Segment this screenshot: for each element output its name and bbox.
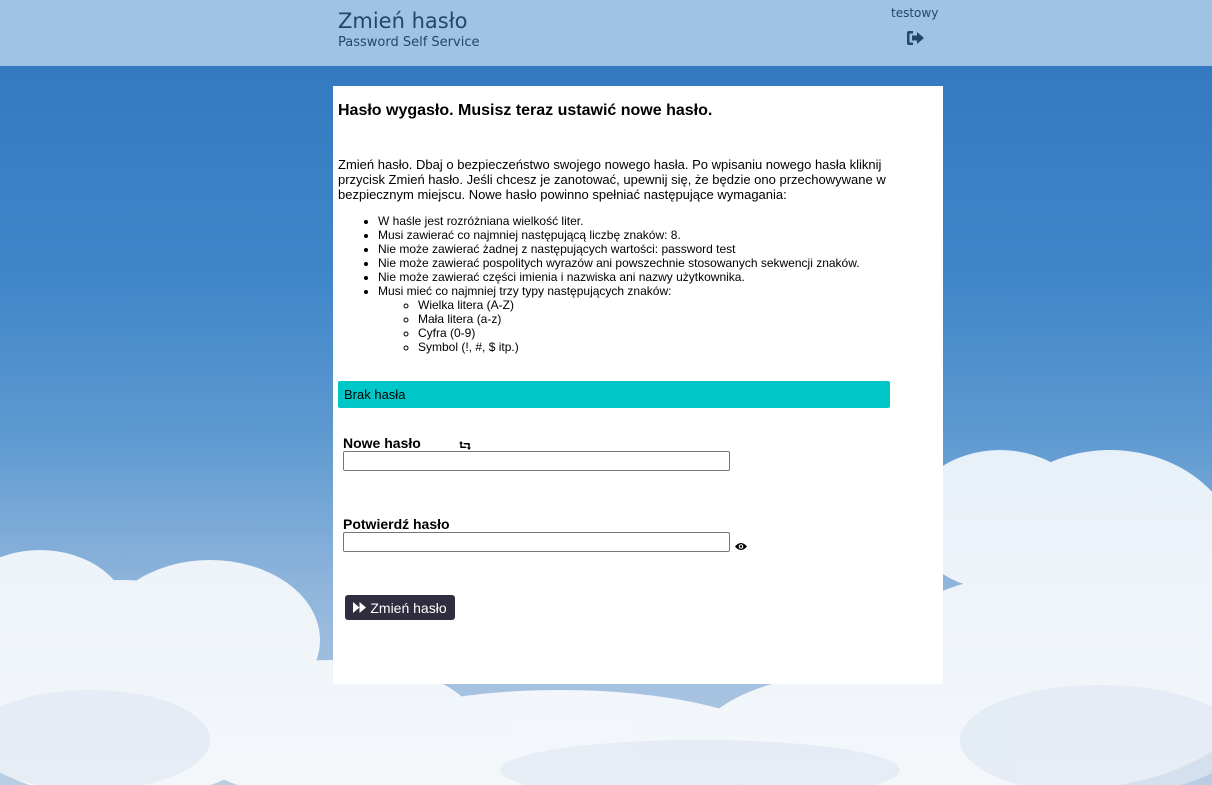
char-type-item: ◦ Symbol (!, #, $ itp.) bbox=[418, 340, 860, 354]
intro-text: Zmień hasło. Dbaj o bezpieczeństwo swojego nowego hasła. Po wpisaniu nowego hasła kliknij przycisk Zmień hasło. Jeśli chcesz je zanotować, upewnij się, że będzie ono przechowywane w bezpiecznym miejscu. Nowe hasło powinno spełniać następujące wymagania: bbox=[338, 157, 886, 202]
change-password-panel bbox=[333, 86, 943, 684]
fast-forward-icon bbox=[353, 602, 366, 613]
confirm-password-input[interactable] bbox=[343, 532, 730, 552]
app-subtitle: Password Self Service bbox=[338, 35, 480, 50]
new-password-label: Nowe hasło bbox=[343, 435, 421, 451]
char-type-item: ◦ Cyfra (0-9) bbox=[418, 326, 860, 340]
requirements-list bbox=[338, 214, 860, 354]
change-password-button[interactable] bbox=[345, 595, 455, 620]
expired-heading: Hasło wygasło. Musisz teraz ustawić nowe hasło. bbox=[338, 102, 713, 119]
change-password-button-label: Zmień hasło bbox=[370, 599, 447, 616]
requirement-item: • W haśle jest rozróżniana wielkość liter. bbox=[378, 214, 860, 228]
requirement-item: • Musi zawierać co najmniej następującą liczbę znaków: 8. bbox=[378, 228, 860, 242]
requirement-text: Musi mieć co najmniej trzy typy następujących znaków: bbox=[378, 284, 672, 298]
sign-out-icon[interactable] bbox=[906, 29, 926, 47]
eye-icon[interactable] bbox=[735, 538, 747, 547]
requirement-item: • Nie może zawierać części imienia i nazwiska ani nazwy użytkownika. bbox=[378, 270, 860, 284]
requirement-item-char-types bbox=[378, 284, 860, 354]
username-label: testowy bbox=[891, 6, 939, 20]
retweet-icon[interactable] bbox=[459, 438, 471, 449]
confirm-password-label: Potwierdź hasło bbox=[343, 516, 450, 532]
requirement-item: • Nie może zawierać żadnej z następujących wartości: password test bbox=[378, 242, 860, 256]
char-types-list bbox=[378, 298, 860, 354]
new-password-input[interactable] bbox=[343, 451, 730, 471]
app-title: Zmień hasło bbox=[338, 9, 468, 33]
char-type-item: ◦ Wielka litera (A-Z) bbox=[418, 298, 860, 312]
password-strength-bar: Brak hasła bbox=[338, 381, 890, 408]
requirement-item: • Nie może zawierać pospolitych wyrazów ani powszechnie stosowanych sekwencji znaków. bbox=[378, 256, 860, 270]
header-bar bbox=[0, 0, 1212, 66]
char-type-item: ◦ Mała litera (a-z) bbox=[418, 312, 860, 326]
